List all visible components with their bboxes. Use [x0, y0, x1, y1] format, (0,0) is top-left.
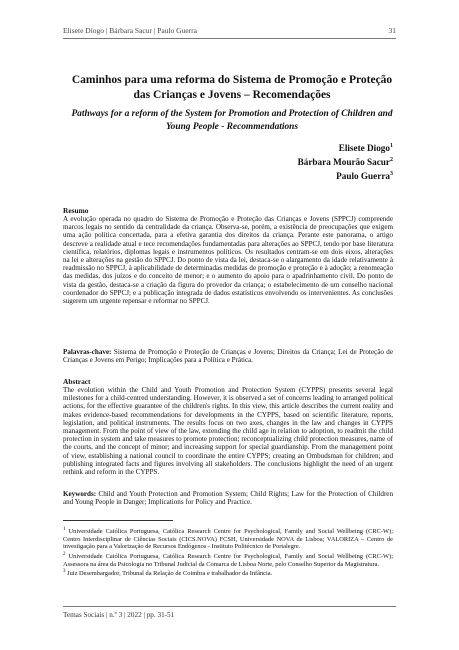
- footnote-mark-3[interactable]: 3: [390, 171, 393, 178]
- running-head-authors: Elisete Diogo | Bárbara Sacur | Paulo Guerra: [63, 26, 198, 35]
- abstract-heading: Abstract: [63, 377, 91, 386]
- resumo-keywords-label: Palavras-chave:: [63, 348, 112, 356]
- author-2: Bárbara Mourão Sacur$^2$: [297, 157, 393, 168]
- running-head: [63, 26, 396, 35]
- footnote-1: $^1$ Universidade Católica Portuguesa, Católica Research Centre for Psychological, Family and Social Wellbeing (CRC-W); Centro Interdisciplinar de Ciências Sociais (CICS.NOVA) FCSH, Universidade NOVA de Lisboa; VALORIZA – Centro de investigação para a Valorização de Recursos Endógenos - Instituto Politécnico de Portalegre.: [63, 527, 393, 551]
- footnote-mark-1[interactable]: 1: [390, 143, 393, 149]
- title-english: Pathways for a reform of the System for Promotion and Protection of Children and Young People - Recommendations: [71, 109, 393, 132]
- author-3: Paulo Guerra$^3$: [336, 171, 393, 182]
- running-foot: Temas Sociais | n.º 3 | 2022 | pp. 31-51: [63, 611, 175, 619]
- abstract-keywords-text: Child and Youth Protection and Promotion System; Child Rights; Law for the Protection of Children and Young People in Danger; Implications for Policy and Practice.: [63, 490, 393, 507]
- resumo-heading: Resumo: [63, 206, 89, 215]
- abstract-keywords: [63, 490, 393, 506]
- header-divider: [63, 38, 396, 39]
- page-number: 31: [388, 26, 396, 35]
- resumo-keywords: [63, 348, 393, 364]
- footnote-mark-2[interactable]: 2: [390, 157, 393, 164]
- footer-divider: [63, 606, 396, 607]
- title-portuguese: Caminhos para uma reforma do Sistema de Promoção e Proteção das Crianças e Jovens – Recomendações: [71, 74, 393, 101]
- resumo-text: A evolução operada no quadro do Sistema de Promoção e Proteção das Crianças e Jovens (SPPCJ) compreende marcos legais no sentido da centralidade da criança. Observa-se, porém, a existência de preocupações que exigem uma ação política concertada, para a efetiva garantia dos direitos da criança. Perante este panorama, o artigo descreve a realidade atual e tece recomendações fundamentadas para alterações ao SPPCJ, tendo por base literatura científica, relatórios, diplomas legais e instrumentos políticos. Os resultados centram-se em dois eixos, alterações na lei e alterações na gestão do SPPCJ. Do ponto de vista da lei, destaca-se o alargamento da idade relativamente à readmissão no SPPCJ, à aplicabilidade de determinadas medidas de promoção e proteção e à adoção; a renomeação das medidas, dos juízos e do conceito de menor; e o aumento do apoio para o apadrinhamento civil. Do ponto de vista da gestão, destaca-se a criação da figura do provedor da criança; o estabelecimento de um conselho nacional coordenador do SPPCJ; e a publicação integrada de dados estatísticos envolvendo os intervenientes. As conclusões sugerem um urgente repensar e reformar no SPPCJ.: [63, 215, 393, 306]
- footnote-2: $^2$ Universidade Católica Portuguesa, Católica Research Centre for Psychological, Family and Social Wellbeing (CRC-W); Assessora na área da Psicologia no Tribunal Judicial da Comarca de Lisboa Norte, pelo Conselho Superior da Magistratura.: [63, 551, 393, 568]
- abstract-keywords-label: Keywords:: [63, 490, 97, 498]
- abstract-text: The evolution within the Child and Youth Promotion and Protection System (CYPPS) presents several legal milestones for a child-centred understanding. However, it is observed a set of concerns leading to arranged political actions, for the effective guarantee of the children's rights. In this view, this article describes the current reality and makes evidence-based recommendations for developments in the CYPPS, based on scientific literature, reports, legislation, and political instruments. The results focus on two axes, changes in the law and changes in CYPPS management. From the point of view of the law, extending the child age in relation to adoption, to readmit the child protection in system and take measures to promote protection; reconceptualizing child protection measures, name of the courts, and the concept of minor; and increasing support for special guardianship. From the management point of view, establishing a national council to coordinate the entire CYPPS; creating an Ombudsman for children; and publishing integrated facts and figures involving all stakeholders. The conclusions highlight the need of an urgent rethink and reform in the CYPPS.: [63, 386, 393, 477]
- author-list: [298, 140, 393, 182]
- footnotes: [63, 526, 393, 578]
- footnote-divider: [63, 520, 173, 521]
- footnote-3: $^3$ Juiz Desembargador, Tribunal da Relação de Coimbra e trabalhador da Infância.: [63, 569, 273, 578]
- resumo-keywords-text: Sistema de Promoção e Proteção de Crianças e Jovens; Direitos da Criança; Lei de Proteção de Crianças e Jovens em Perigo; Implicações para a Política e Prática.: [63, 348, 393, 365]
- author-1: Elisete Diogo$^1$: [338, 143, 393, 154]
